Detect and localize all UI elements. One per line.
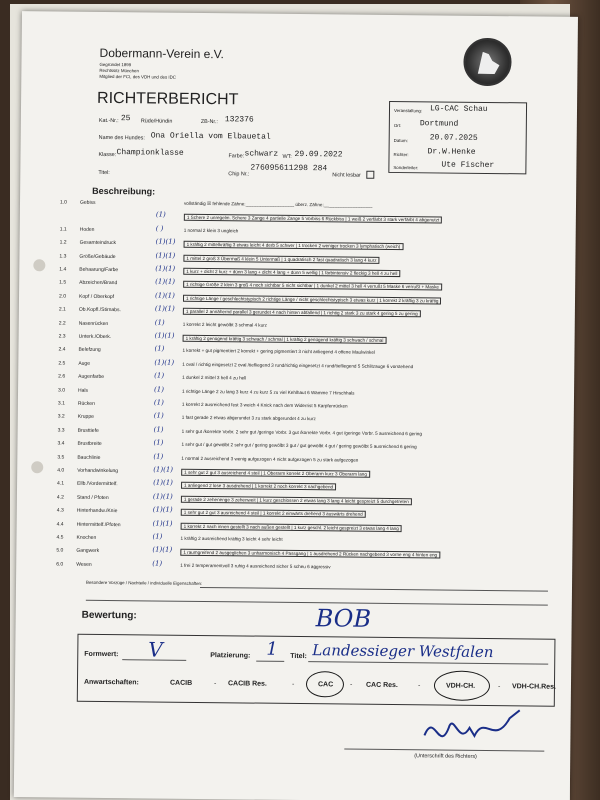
platzierung-label: Platzierung: — [210, 652, 251, 660]
row-options: 1 kurz + dicht 2 kurz + dünn 3 lang + dicht 4 lang + dünn 5 wellig | 1 farbintensiv 2 fleckig 3 hell 4 zu hell — [183, 268, 400, 277]
row-options: 1 korrekt 2 nach innen gestellt 3 nach außen gestellt | 1 kurz geschl. 2 leicht gespreizt 3 etwas lang 4 lang — [181, 522, 402, 531]
row-judge-mark[interactable]: (1) — [153, 438, 164, 447]
row-label — [80, 213, 150, 214]
row-judge-mark[interactable]: (1)(1) — [152, 505, 173, 514]
row-label: Auge — [78, 360, 91, 367]
bewertung-box: Formwert: V Platzierung: 1 Titel: Landessieger Westfalen Anwartschaften: CACIB - CACIB Res. - CAC - CAC Res. - VDH-CH. - VDH-CH.Res. — [77, 634, 556, 707]
chip-label: Chip Nr.: — [228, 171, 250, 178]
row-number: 4.0 — [57, 467, 65, 474]
row-options: 1 sehr gut 2 gut 3 ausreichend 4 steil | 1 korrekt 2 einwärts drehend 3 auswärts drehend — [181, 509, 366, 518]
row-judge-mark[interactable]: (1) — [153, 425, 164, 434]
cac-res-option[interactable]: CAC Res. — [365, 681, 398, 690]
row-label: Nasenrücken — [78, 320, 109, 327]
titel-label: Titel: — [98, 169, 110, 177]
row-options: 1 sehr gut /korrekte Vorbr. 2 sehr gut /geringe Vorbr. 3 gut /korrekte Vorbr. 4 gut /geringe Vorbr. 5 ausreichend 6 gering — [181, 428, 422, 437]
farbe-value: schwarz — [244, 149, 279, 159]
row-number: 2.6 — [58, 373, 66, 380]
kat-value: 25 — [120, 114, 131, 124]
row-options: vollständig ☒ fehlende Zähne:___________________ überz. Zähne:___________________ — [183, 200, 373, 208]
titel-line — [308, 661, 548, 665]
row-number: 3.4 — [57, 440, 65, 447]
row-label: Hinterhandw./Knie — [76, 507, 118, 515]
vdh-ch-option[interactable]: VDH-CH. — [445, 682, 476, 690]
row-label: Hoden — [79, 226, 95, 233]
row-number: 2.4 — [58, 346, 66, 353]
row-label: Belefzung — [78, 347, 101, 354]
datum-value: 20.07.2025 — [429, 133, 478, 143]
row-number: 4.5 — [56, 534, 64, 541]
row-judge-mark[interactable]: (1)(1) — [154, 331, 175, 340]
besondere-label: Besondere Vorzüge / Nachteile / individuelle Eigenschaften: — [86, 579, 203, 587]
row-options: 1 kräftig 2 genügend kräftig 3 schwach / schmal | 1 kräftig 2 genügend kräftig 3 schwach / schmal — [183, 335, 387, 344]
row-options: 1 mittel 2 groß 3 Übermaß 4 klein 5 Untermaß | 1 quadratisch 2 fast quadratisch 3 lang 4 kurz — [183, 254, 379, 263]
row-number: 2.5 — [58, 360, 66, 367]
klasse-value: Championklasse — [116, 148, 184, 158]
row-options: 1 korrekt + gut pigmentiert 2 korrekt + gering pigmentiert 3 nicht anliegend 4 offene Maulwinkel — [182, 348, 375, 356]
row-label: Kopf / Oberkopf — [78, 293, 115, 300]
anwartschaften-label: Anwartschaften: — [83, 678, 139, 687]
sex-options: Rüde/Hündin — [140, 118, 173, 125]
row-label: Gangwerk — [76, 548, 100, 555]
veranstaltung-label: Veranstaltung: — [393, 107, 423, 114]
row-judge-mark[interactable]: (1)(1) — [154, 358, 175, 367]
vdh-circle-mark — [434, 670, 490, 701]
cac-option[interactable]: CAC — [317, 681, 334, 689]
row-number: 1.4 — [59, 266, 67, 273]
report-title: RICHTERBERICHT — [97, 89, 239, 109]
row-label: Brustbreite — [77, 440, 102, 448]
richter-label: Richter: — [393, 151, 409, 158]
row-label: Abzeichen/Brand — [79, 280, 118, 287]
row-label: Größe/Gebäude — [79, 253, 116, 260]
seat-text: Rechtssitz München — [99, 67, 139, 74]
cac-circle-mark — [306, 671, 344, 697]
cacib-res-option[interactable]: CACIB Res. — [227, 680, 267, 688]
row-judge-mark[interactable]: (1) — [154, 318, 165, 327]
row-label: Knochen — [76, 534, 97, 541]
row-options: 1 richtige Länge 2 zu lang 3 kurz 4 zu kurz 5 zu viel Kehlhaut 6 Wamme 7 Hirschhals — [182, 388, 355, 396]
formwert-label: Formwert: — [84, 650, 119, 659]
punch-hole — [33, 259, 45, 271]
row-number: 4.1 — [57, 480, 65, 487]
zb-value: 132376 — [224, 115, 254, 125]
row-options: 1 fast gerade 2 etwas abgerundet 3 zu stark abgerundet 4 zu kurz — [181, 415, 316, 422]
row-judge-mark[interactable]: (1)(1) — [155, 264, 176, 273]
titel-value: Landessieger Westfalen — [312, 641, 494, 662]
founded-text: Gegründet 1899 — [99, 61, 132, 68]
row-options: 1 sehr gut / gut gewölbt 2 sehr gut / gering gewölbt 3 gut / gut gewölbt 4 gut / gering gewölbt 5 ausreichend 6 gering — [181, 441, 417, 450]
row-options: 1 richtige Größe 2 klein 3 groß 4 noch sichtbar 5 nicht sichtbar | 1 dunkel 2 mittel 3 hell 4 verrußt 5 Maske 6 verrußt + Maske — [183, 281, 442, 291]
row-label: Hals — [78, 387, 89, 394]
row-number: 6.0 — [56, 561, 64, 568]
row-judge-mark[interactable]: (1) — [154, 371, 165, 380]
row-number: 1.5 — [59, 279, 67, 286]
sonderleiter-value: Ute Fischer — [441, 160, 495, 171]
dog-name-value: Ona Oriella vom Elbauetal — [150, 131, 271, 142]
row-judge-mark[interactable]: (1) — [152, 532, 163, 541]
judge-report-sheet — [14, 11, 578, 800]
row-judge-mark[interactable]: (1) — [154, 344, 165, 353]
kat-label: Kat.-Nr.: — [98, 117, 119, 125]
wt-label: WT: — [282, 153, 292, 160]
row-label: Augenfarbe — [78, 373, 105, 381]
row-number: 2.0 — [58, 293, 67, 300]
chip-value: 276095611298 284 — [250, 163, 328, 174]
row-judge-mark[interactable]: (1) — [152, 559, 163, 568]
row-label: Unterk./Oberk. — [78, 333, 112, 341]
row-label: Brusttiefe — [77, 427, 99, 434]
row-options: 1 dunkel 2 mittel 3 hell 4 zu hell — [182, 374, 247, 381]
row-label: Vorhandwinkelung — [77, 467, 119, 475]
row-judge-mark[interactable]: (1) — [153, 398, 164, 407]
nicht-lesbar-checkbox[interactable] — [366, 171, 374, 179]
wt-value: 29.09.2022 — [294, 149, 343, 160]
row-number: 3.1 — [57, 400, 65, 407]
formwert-value: V — [148, 637, 163, 662]
club-name: Dobermann-Verein e.V. — [99, 45, 224, 62]
row-label: Rücken — [77, 400, 95, 407]
platzierung-value: 1 — [266, 638, 278, 660]
row-options: 1 korrekt 2 ausreichend fest 3 weich 4 Knick nach dem Widerrist 5 Karpfenrücken — [181, 401, 348, 409]
row-judge-mark[interactable]: (1)(1) — [152, 545, 173, 555]
bewertung-heading: Bewertung: — [81, 609, 137, 622]
row-number: 1.2 — [59, 239, 67, 246]
datum-label: Datum: — [393, 137, 408, 144]
vdh-ch-res-option[interactable]: VDH-CH.Res. — [511, 683, 556, 691]
row-judge-mark[interactable]: ( ) — [155, 224, 164, 233]
row-options: 1 normal 2 klein 3 ungleich — [183, 227, 239, 234]
row-judge-mark[interactable]: (1)(1) — [153, 478, 173, 488]
row-label: Gesamteindruck — [79, 239, 117, 247]
row-number: 3.3 — [57, 427, 65, 434]
event-info-box — [388, 101, 527, 174]
member-text: Mitglied der FCI, des VDH und des IDC — [99, 73, 176, 80]
row-number: 2.3 — [58, 333, 66, 340]
row-label: Hintermittelf./Pfoten — [76, 521, 121, 528]
platzierung-line — [256, 661, 284, 662]
row-options: 1 korrekt 2 leicht gewölbt 3 schmal 4 kurz — [182, 321, 268, 328]
row-options: 1 frei 2 temperamentvoll 3 ruhig 4 ausreichend sicher 5 scheu 6 aggressiv — [180, 562, 331, 570]
row-judge-mark[interactable]: (1)(1) — [155, 277, 176, 287]
row-label: Kruppe — [77, 414, 94, 421]
veranstaltung-value: LG-CAC Schau — [429, 104, 488, 114]
row-options: 1 kräftig 2 ausreichend kräftig 3 leicht 4 sehr leicht — [180, 535, 283, 542]
farbe-label: Farbe: — [228, 153, 245, 160]
sonderleiter-label: Sonderleiter: — [393, 164, 419, 171]
row-judge-mark[interactable]: (1) — [154, 385, 165, 394]
row-number: 2.2 — [58, 320, 66, 327]
row-number: 1.3 — [59, 253, 67, 260]
klasse-label: Klasse: — [98, 151, 117, 159]
row-options: 1 gerade 2 zehenenge 3 zehenweit | 1 kurz geschlossen 2 etwas lang 3 lang 4 leicht gespreizt 5 durchgetreten — [181, 496, 412, 505]
richter-value: Dr.W.Henke — [427, 147, 476, 157]
ort-label: Ort: — [393, 122, 402, 129]
row-number: 3.5 — [57, 454, 65, 461]
row-options: 1 kräftig 2 mittelkräftig 3 etwas leicht 4 derb 5 schwer | 1 trocken 2 weniger trocken 3 lymphatisch (weich) — [184, 241, 404, 250]
row-number: 1.1 — [59, 226, 67, 233]
row-options: 1 normal 2 ausreichend 3 wenig aufgezogen 4 nicht aufgezogen 5 zu stark aufgezogen — [181, 455, 359, 463]
dobermann-head-icon — [475, 52, 499, 74]
row-judge-mark[interactable]: (1) — [155, 210, 166, 219]
row-options: 1 oval / richtig eingesetzt 2 oval /tiefliegend 3 rund/richtig eingesetzt 4 rund/tiefliegend 5 Schlitzauge 6 vorstehend — [182, 361, 414, 370]
row-judge-mark[interactable]: (1) — [153, 452, 164, 461]
row-options: 1 parallel 2 annähernd parallel 3 gerundet 4 nach hinten abfallend | 1 richtig 2 stark 3 zu stark 4 gering 5 zu gering — [183, 308, 421, 317]
row-number: 4.4 — [56, 521, 64, 528]
row-options: 1 anliegend 2 lose 3 ausdrehend | 1 korrekt 2 noch korrekt 3 nachgebend — [181, 482, 336, 491]
row-options: 1 richtige Länge / geschlechtstypisch 2 richtige Länge / nicht geschlechtstypisch 3 etwas kurz | 1 korrekt 2 kräftig 3 zu kräftig — [183, 295, 442, 305]
row-number: 5.0 — [56, 547, 64, 554]
row-judge-mark[interactable]: (1)(1) — [155, 291, 175, 300]
besondere-line — [200, 587, 548, 592]
row-number: 1.0 — [59, 199, 67, 206]
titel-bewertung-label: Titel: — [290, 652, 307, 661]
row-number: 3.2 — [57, 413, 65, 420]
row-label: Gebiss — [79, 199, 96, 206]
row-judge-mark[interactable]: (1)(1) — [153, 465, 174, 474]
signature-label: (Unterschrift des Richters) — [414, 753, 477, 760]
row-label: Wesen — [76, 561, 92, 568]
row-number: 4.3 — [56, 507, 64, 514]
row-judge-mark[interactable]: (1)(1) — [155, 237, 176, 246]
row-label: Ellb./Vordermittelf. — [77, 481, 118, 488]
ort-value: Dortmund — [419, 119, 459, 129]
row-options: 1 Schere 2 unregelm. Schere 3 Zange 4 partielle Zange 5 Vorbiss 6 Rückbiss | 1 weiß 2 verfärbt 3 stark verfärbt 4 abgenutzt — [184, 214, 443, 224]
row-label: Bauchlinie — [77, 454, 101, 461]
row-number: 4.2 — [56, 494, 64, 501]
row-judge-mark[interactable]: (1) — [153, 411, 164, 420]
row-number: 3.0 — [58, 387, 66, 394]
club-seal-logo — [463, 38, 512, 87]
row-judge-mark[interactable]: (1)(1) — [155, 251, 176, 260]
row-judge-mark[interactable]: (1)(1) — [154, 304, 175, 313]
row-judge-mark[interactable]: (1)(1) — [152, 519, 173, 528]
row-options: 1 sehr gut 2 gut 3 ausreichend 4 steil | 1 Oberarm korrekt 2 Oberarm kurz 3 Oberarm lang — [181, 469, 370, 478]
row-judge-mark[interactable]: (1)(1) — [152, 492, 173, 501]
nicht-lesbar-label: Nicht lesbar — [332, 172, 361, 179]
name-label: Name des Hundes: — [98, 134, 145, 142]
row-number: 2.1 — [58, 306, 66, 313]
beschreibung-heading: Beschreibung: — [92, 185, 156, 197]
cacib-option[interactable]: CACIB — [169, 679, 193, 687]
row-options: 1 raumgreifend 2 ausgeglichen 3 unharmonisch 4 Passgang | 1 ausdrehend 2 Rücken nachgebend 3 vorne eng 4 hinten eng — [180, 549, 440, 559]
bob-handwritten: BOB — [315, 604, 372, 633]
zb-label: ZB-Nr.: — [200, 118, 218, 126]
row-label: Stand / Pfoten — [76, 494, 109, 501]
punch-hole — [31, 461, 43, 473]
row-label: Ob.Kopfl./Stirnabs. — [78, 306, 121, 314]
row-label: Behaarung/Farbe — [79, 266, 119, 274]
